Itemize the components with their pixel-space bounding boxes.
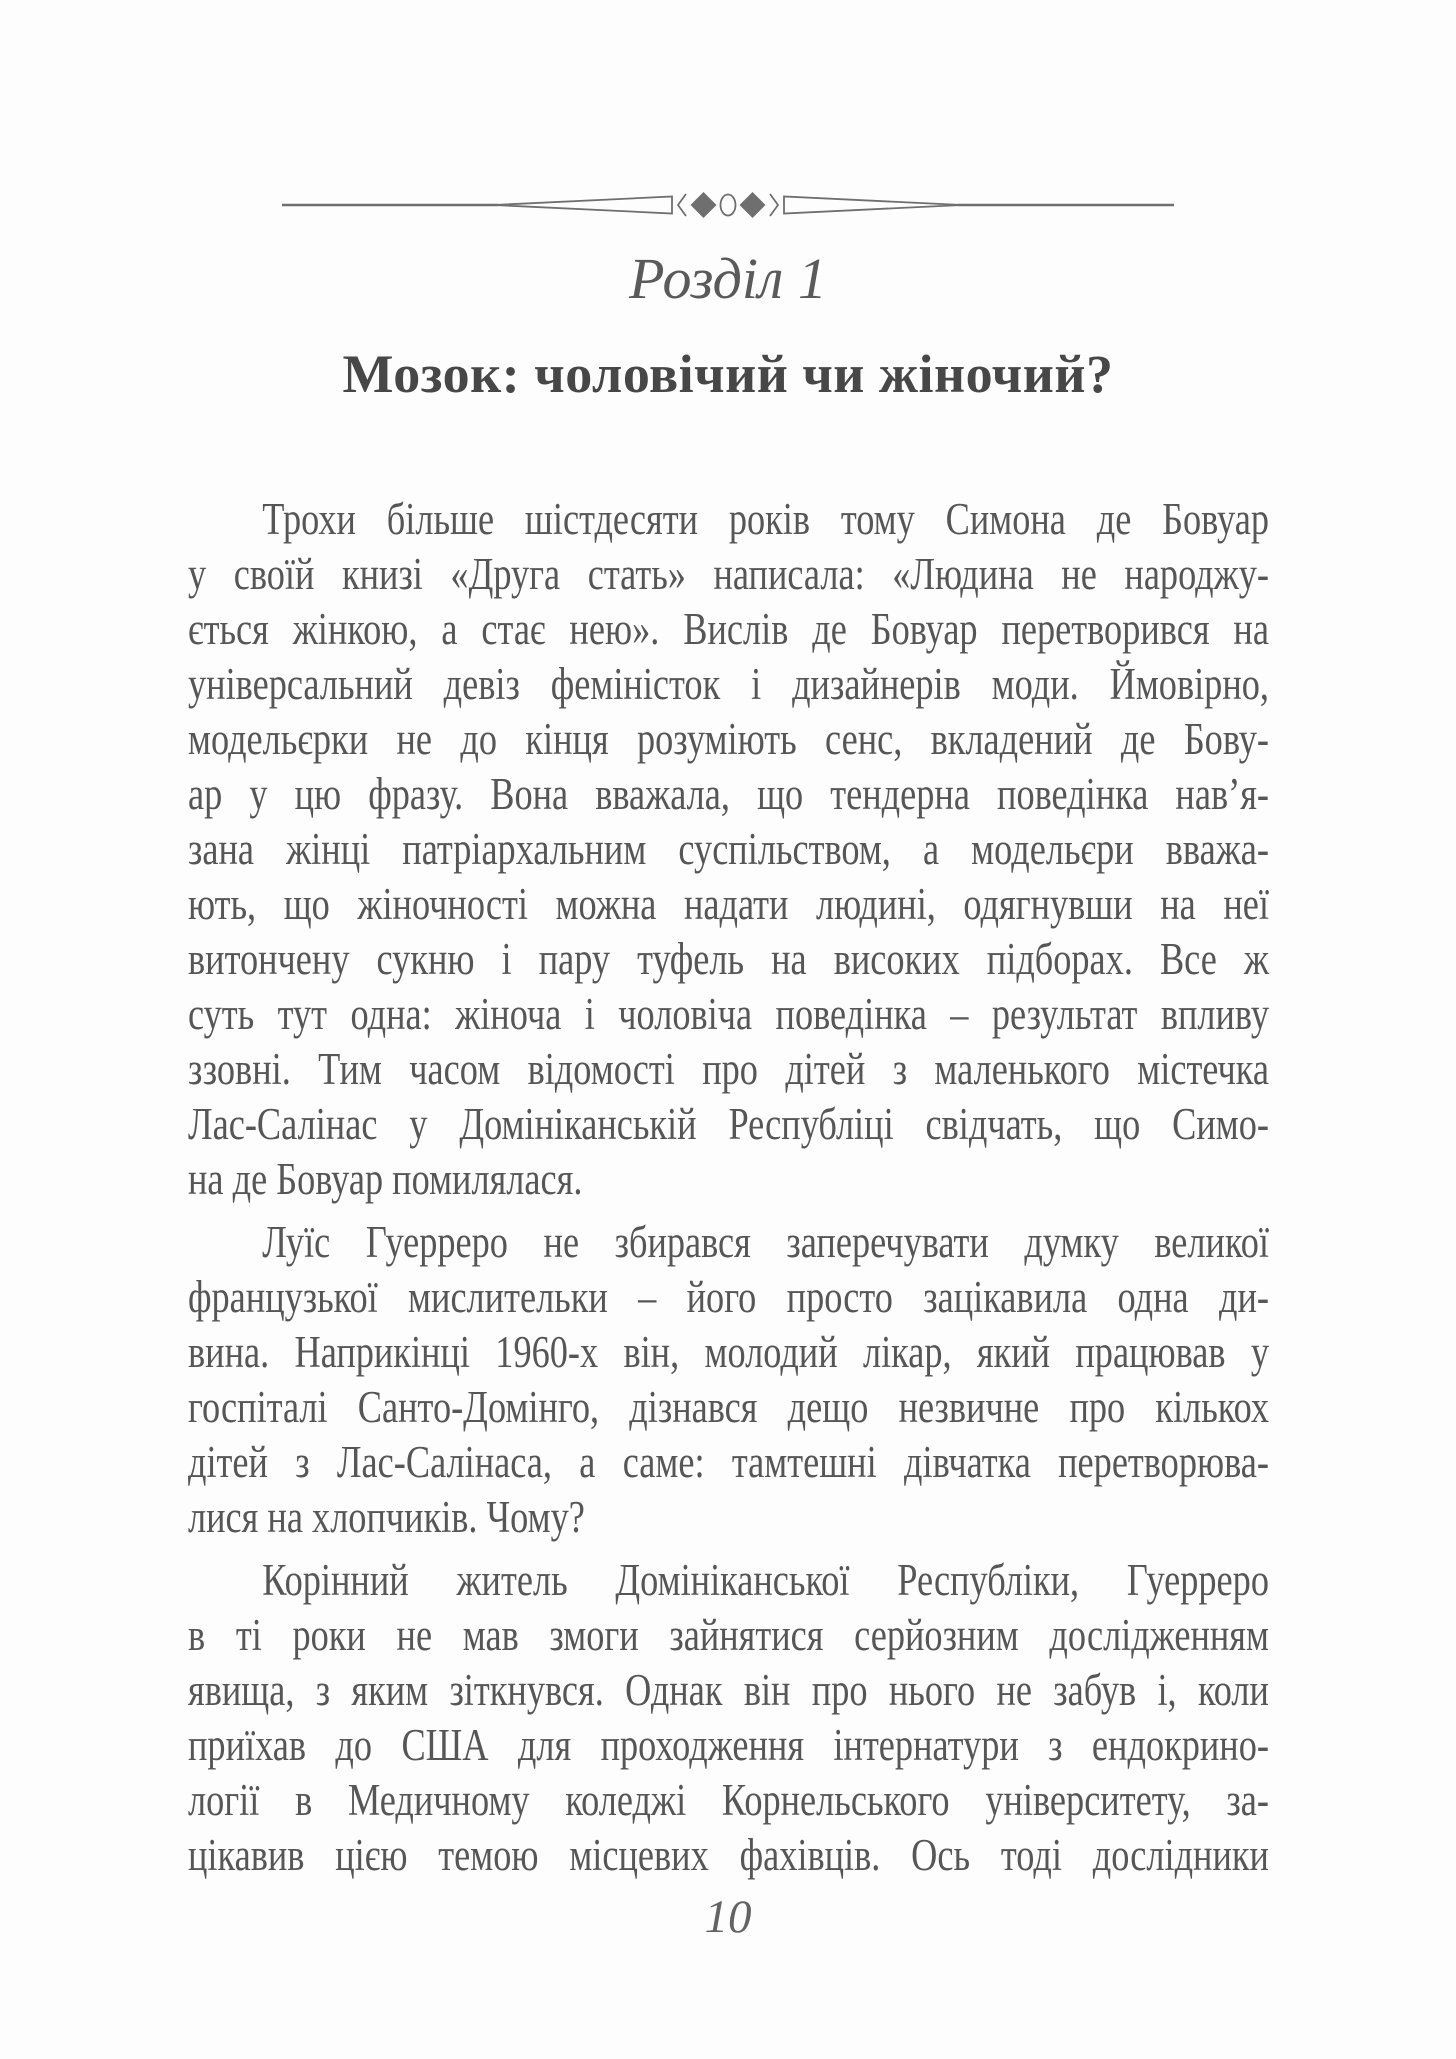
text-line: Луїс Гуерреро не збирався заперечувати думку великої [262, 1217, 1269, 1267]
text-line: у своїй книзі «Друга стать» написала: «Людина не народжу- [188, 549, 1269, 599]
center-circle-icon [721, 195, 736, 216]
text-line: цікавив цією темою місцевих фахівців. Ось тоді дослідники [188, 1830, 1269, 1880]
text-line: лися на хлопчиків. Чому? [188, 1492, 585, 1542]
left-taper-shape [494, 197, 672, 214]
text-line: модельєрки не до кінця розуміють сенс, вкладений де Бову- [188, 714, 1269, 764]
page-number: 10 [704, 1891, 752, 1943]
text-line: логії в Медичному коледжі Корнельського університету, за- [188, 1775, 1269, 1825]
text-line: на де Бовуар помилялася. [188, 1154, 583, 1204]
paragraph [188, 1553, 1269, 1883]
chapter-title: Мозок: чоловічий чи жіночий? [342, 344, 1114, 404]
text-line: суть тут одна: жіноча і чоловіча поведінка – результат впливу [188, 989, 1269, 1039]
chapter-number: Розділ 1 [629, 246, 827, 311]
text-line: госпіталі Санто-Домінго, дізнався дещо незвичне про кількох [188, 1382, 1269, 1432]
left-bracket-glyph [678, 194, 686, 216]
text-line: універсальний девіз феміністок і дизайнерів моди. Ймовірно, [188, 659, 1269, 709]
right-diamond-icon [740, 192, 766, 218]
text-line: ззовні. Тим часом відомості про дітей з маленького містечка [188, 1044, 1269, 1094]
text-line: ють, що жіночності можна надати людині, одягнувши на неї [188, 879, 1269, 929]
text-line: ар у цю фразу. Вона вважала, що тендерна поведінка нав’я- [188, 769, 1269, 819]
paragraph [188, 1215, 1269, 1545]
text-line: дітей з Лас-Салінаса, а саме: тамтешні дівчатка перетворюва- [188, 1437, 1269, 1487]
text-line: зана жінці патріархальним суспільством, а модельєри вважа- [188, 824, 1269, 874]
text-line: вина. Наприкінці 1960-х він, молодий лікар, який працював у [188, 1327, 1269, 1377]
text-line: витончену сукню і пару туфель на високих підборах. Все ж [188, 934, 1269, 984]
text-line: Лас-Салінас у Домініканській Республіці свідчать, що Симо- [188, 1099, 1269, 1149]
text-line: в ті роки не мав змоги зайнятися серйозним дослідженням [188, 1610, 1269, 1660]
text-line: явища, з яким зіткнувся. Однак він про нього не забув і, коли [188, 1665, 1269, 1715]
text-line: французької мислительки – його просто зацікавила одна ди- [188, 1272, 1269, 1322]
body-text [188, 492, 1269, 1891]
right-bracket-glyph [770, 194, 778, 216]
chapter-ornament-divider [282, 186, 1174, 224]
text-line: Трохи більше шістдесяти років тому Симона де Бовуар [262, 494, 1269, 544]
text-line: приїхав до США для проходження інтернатури з ендокрино- [188, 1720, 1269, 1770]
right-taper-shape [784, 197, 962, 214]
left-diamond-icon [691, 192, 717, 218]
paragraph [188, 492, 1269, 1207]
text-line: Корінний житель Домініканської Республіки, Гуерреро [262, 1555, 1269, 1605]
text-line: ється жінкою, а стає нею». Вислів де Бовуар перетворився на [188, 604, 1269, 654]
